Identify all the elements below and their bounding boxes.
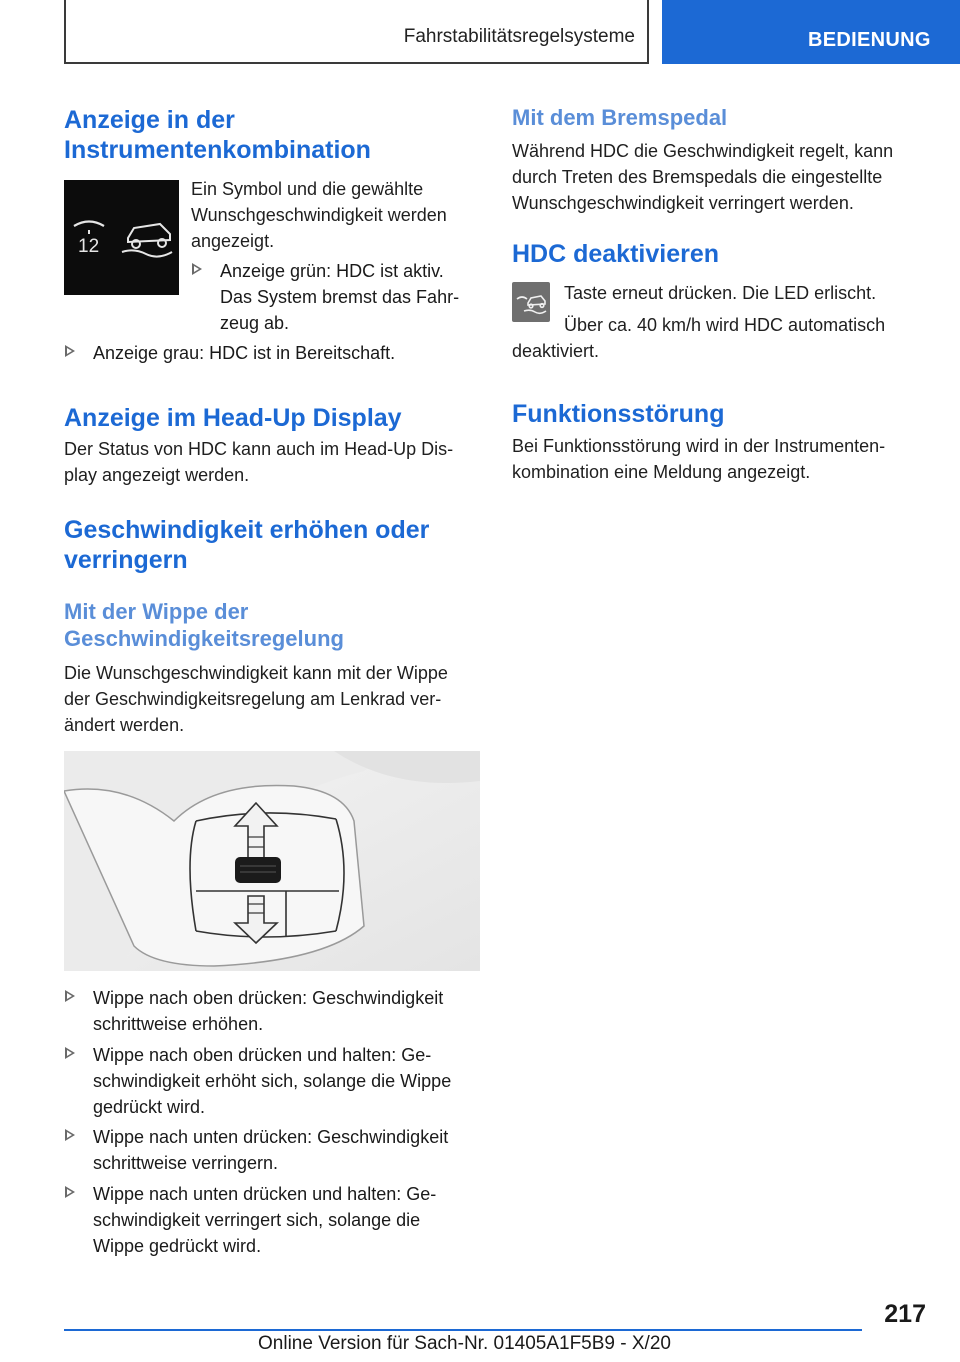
hill-descent-car-icon — [512, 282, 550, 322]
page-number: 217 — [884, 1300, 926, 1328]
text-line: Ein Symbol und die gewählte — [191, 179, 424, 199]
text-line: gedrückt wird. — [93, 1097, 206, 1117]
text-line: schwindigkeit erhöht sich, solange die Wippe — [93, 1071, 452, 1091]
heading-line: Geschwindigkeit erhöhen oder — [64, 516, 430, 544]
text-line: Wippe nach unten drücken und halten: Ge- — [93, 1184, 437, 1204]
footer-divider — [64, 1329, 862, 1331]
triangle-bullet-icon — [65, 345, 75, 357]
bremspedal-description — [512, 138, 922, 216]
deaktivieren-auto-line: deaktiviert. — [512, 341, 600, 361]
text-line: kombination eine Meldung angezeigt. — [512, 462, 811, 482]
header-section-box — [64, 0, 649, 64]
triangle-bullet-icon — [192, 263, 202, 275]
text-line: schwindigkeit verringert sich, solange die — [93, 1210, 421, 1230]
text-line: Die Wunschgeschwindigkeit kann mit der Wippe — [64, 663, 448, 683]
text-line: Wippe nach oben drücken und halten: Ge- — [93, 1045, 432, 1065]
bullet-wippe-oben-halten — [64, 1042, 480, 1120]
heading-bremspedal: Mit dem Bremspedal — [512, 105, 728, 130]
text-line: Das System bremst das Fahr- — [220, 287, 460, 307]
steering-wheel-rocker-image — [64, 751, 480, 971]
footer-online-version: Online Version für Sach-Nr. 01405A1F5B9 - X/20 — [258, 1333, 671, 1354]
heading-line: verringern — [64, 546, 188, 574]
text-line: schrittweise erhöhen. — [93, 1014, 264, 1034]
heading-funktionsstoerung: Funktionsstörung — [512, 400, 725, 428]
header-chapter-label: BEDIENUNG — [808, 29, 931, 51]
bullet-wippe-unten — [64, 1124, 480, 1176]
bullet-display-grey — [64, 340, 480, 366]
anzeige-description — [191, 176, 481, 254]
text-line: play angezeigt werden. — [64, 465, 250, 485]
text-line: Wunschgeschwindigkeit werden — [191, 205, 447, 225]
text-line: Der Status von HDC kann auch im Head-Up Dis- — [64, 439, 454, 459]
text-line: Wippe nach unten drücken: Geschwindigkeit — [93, 1127, 449, 1147]
panel-speed-number: 12 — [78, 236, 100, 257]
text-line: Während HDC die Geschwindigkeit regelt, kann — [512, 141, 894, 161]
text-line: Wippe nach oben drücken: Geschwindigkeit — [93, 988, 444, 1008]
heading-line: Mit der Wippe der — [64, 599, 249, 624]
heading-geschwindigkeit — [64, 515, 429, 575]
steering-wheel-rocker-illustration — [64, 751, 480, 971]
header-section-title: Fahrstabilitätsregelsysteme — [403, 26, 635, 47]
triangle-bullet-icon — [65, 1047, 75, 1059]
hdc-display-icon — [64, 180, 179, 295]
text-line: durch Treten des Bremspedals die eingestellte — [512, 167, 883, 187]
triangle-bullet-icon — [65, 1186, 75, 1198]
heading-line: Anzeige in der — [64, 106, 235, 134]
triangle-bullet-icon — [65, 1129, 75, 1141]
header-chapter-tab[interactable] — [662, 0, 960, 64]
heading-hdc-deaktivieren: HDC deaktivieren — [512, 240, 720, 268]
heading-wippe — [64, 598, 344, 652]
wippe-description — [64, 660, 480, 738]
hdc-button-icon — [512, 282, 550, 322]
deaktivieren-step: Taste erneut drücken. Die LED erlischt. — [564, 283, 877, 303]
heading-line: Geschwindigkeitsregelung — [64, 626, 344, 651]
text-line: Wunschgeschwindigkeit verringert werden. — [512, 193, 854, 213]
text-line: Anzeige grau: HDC ist in Bereitschaft. — [93, 343, 396, 363]
text-line: schrittweise verringern. — [93, 1153, 279, 1173]
text-line: Bei Funktionsstörung wird in der Instrumenten- — [512, 436, 886, 456]
triangle-bullet-icon — [65, 990, 75, 1002]
text-line: Wippe gedrückt wird. — [93, 1236, 262, 1256]
instrument-cluster-hdc-image — [64, 180, 179, 295]
heading-line: Instrumentenkombination — [64, 136, 371, 164]
heading-anzeige-instrumentenkombination — [64, 105, 371, 165]
bullet-wippe-oben — [64, 985, 480, 1037]
deaktivieren-auto-line: Über ca. 40 km/h wird HDC automatisch — [564, 315, 886, 335]
bullet-wippe-unten-halten — [64, 1181, 480, 1259]
hud-description — [64, 436, 480, 488]
bullet-display-green — [191, 258, 481, 336]
text-line: der Geschwindigkeitsregelung am Lenkrad ver- — [64, 689, 442, 709]
text-line: Anzeige grün: HDC ist aktiv. — [220, 261, 444, 281]
funktionsstoerung-description — [512, 433, 922, 485]
text-line: angezeigt. — [191, 231, 275, 251]
heading-head-up-display: Anzeige im Head-Up Display — [64, 404, 402, 432]
text-line: ändert werden. — [64, 715, 185, 735]
text-line: zeug ab. — [220, 313, 290, 333]
